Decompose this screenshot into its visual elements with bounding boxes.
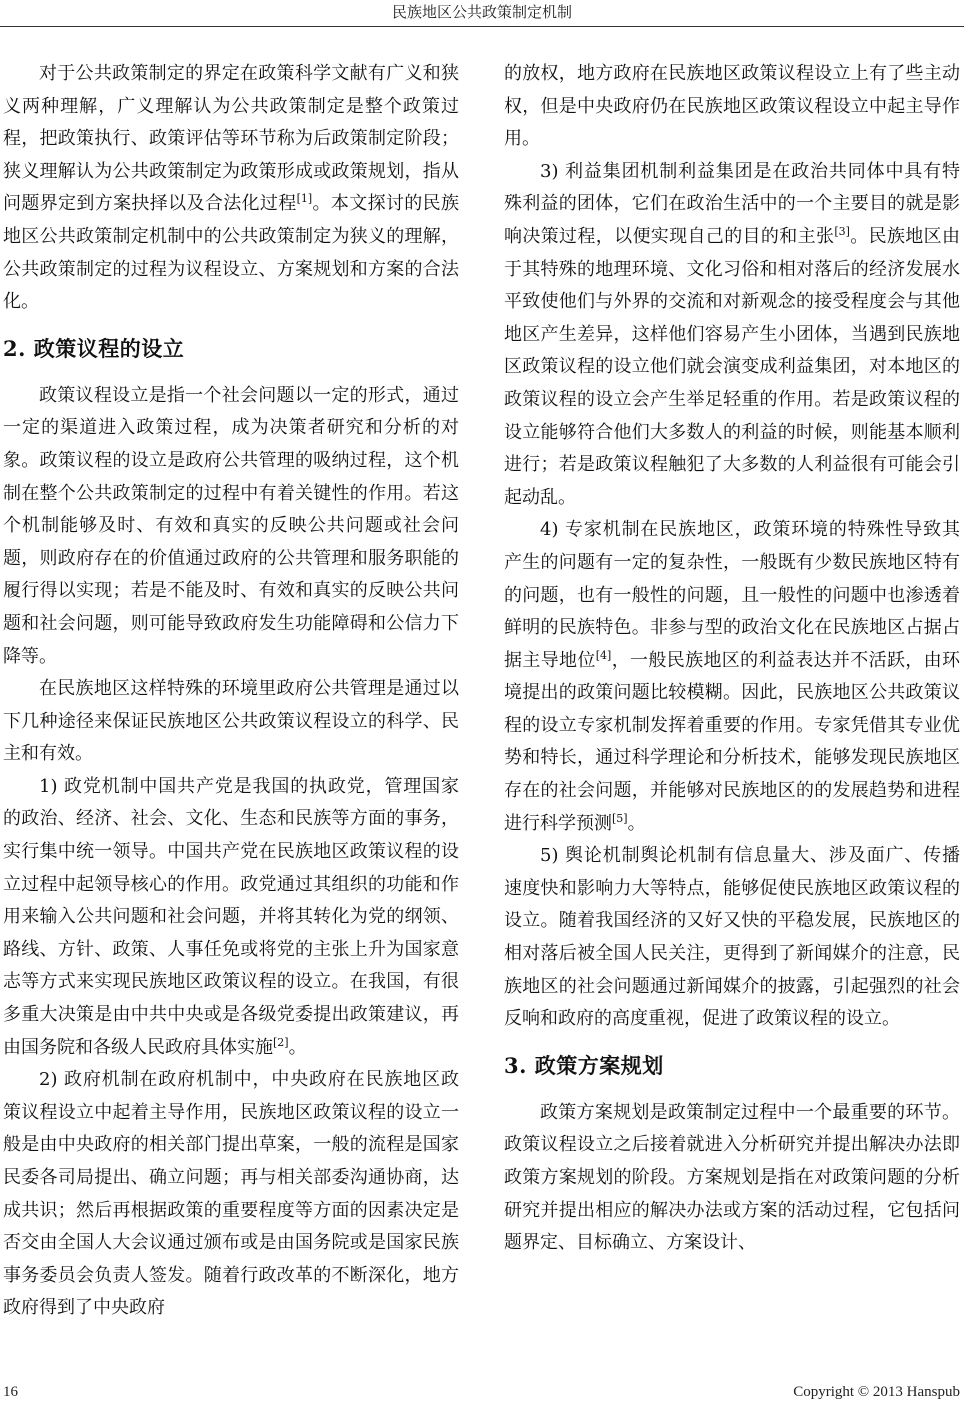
item-1-text: 1) 政党机制中国共产党是我国的执政党，管理国家的政治、经济、社会、文化、生态和民族等方面的事务，实行集中统一领导。中国共产党在民族地区政策议程的设立过程中起领导核心的作用。政党通过其组织的功能和作用来输入公共问题和社会问题，并将其转化为党的纲领、路线、方针、政策、人事任免或将党的主张上升为国家意志等方式来实现民族地区政策议程的设立。在我国，有很多重大决策是由中共中央或是各级党委提出政策建议，再由国务院和各级人民政府具体实施 [3, 775, 459, 1058]
item-government-continued: 的放权，地方政府在民族地区政策议程设立上有了些主动权，但是中央政府仍在民族地区政策议程设立中起主导作用。 [504, 63, 960, 150]
item-4-text: 4) 专家机制在民族地区，政策环境的特殊性导致其产生的问题有一定的复杂性，一般既有少数民族地区特有的问题，也有一般性的问题，且一般性的问题中也渗透着鲜明的民族特色。非参与型的政治文化在民族地区占据占据主导地位 [504, 519, 960, 671]
header-divider [0, 26, 964, 27]
citation-3: [3] [834, 224, 850, 238]
running-header: 民族地区公共政策制定机制 [391, 3, 572, 21]
section-3-paragraph-1: 政策方案规划是政策制定过程中一个最重要的环节。政策议程设立之后接着就进入分析研究并提出解决办法即政策方案规划的阶段。方案规划是指在对政策问题的分析研究并提出相应的解决办法或方案的活动过程，它包括问题界定、目标确立、方案设计、 [504, 1101, 960, 1254]
citation-2: [2] [273, 1035, 289, 1049]
right-column [504, 58, 960, 1260]
intro-text-tail: 。本文探讨的民族地区公共政策制定机制中的公共政策制定为狭义的理解，公共政策制定的过程为议程设立、方案规划和方案的合法化。 [3, 193, 460, 313]
item-public-opinion-mechanism: 5) 舆论机制舆论机制有信息量大、涉及面广、传播速度快和影响力大等特点，能够促使民族地区政策议程的设立。随着我国经济的又好又快的平稳发展，民族地区的相对落后被全国人民关注，更得到了新闻媒介的注意，民族地区的社会问题通过新闻媒介的披露，引起强烈的社会反响和政府的高度重视，促进了政策议程的设立。 [504, 845, 960, 1030]
item-interest-group-mechanism [504, 156, 960, 515]
intro-text: 对于公共政策制定的界定在政策科学文献有广义和狭义两种理解，广义理解认为公共政策制定是整个政策过程，把政策执行、政策评估等环节称为后政策制定阶段；狭义理解认为公共政策制定为政策形成或政策规划，指从问题界定到方案抉择以及合法化过程 [3, 63, 459, 215]
item-government-mechanism: 2) 政府机制在政府机制中，中央政府在民族地区政策议程设立中起着主导作用，民族地区政策议程的设立一般是由中央政府的相关部门提出草案，一般的流程是国家民委各司局提出、确立问题；再与相关部委沟通协商，达成共识；然后再根据政策的重要程度等方面的因素决定是否交由全国人大会议通过颁布或是由国务院或是国家民族事务委员会负责人签发。随着行政改革的不断深化，地方政府得到了中央政府 [3, 1069, 459, 1319]
item-4-tail: ，一般民族地区的利益表达并不活跃，由环境提出的政策问题比较模糊。因此，民族地区公共政策议程的设立专家机制发挥着重要的作用。专家凭借其专业优势和特长，通过科学理论和分析技术，能够发现民族地区存在的社会问题，并能够对民族地区的的发展趋势和进程进行科学预测 [504, 649, 961, 834]
section-3-heading: 3. 政策方案规划 [504, 1052, 664, 1078]
citation-1: [1] [296, 192, 313, 206]
citation-4: [4] [595, 648, 612, 662]
item-3-tail: 。民族地区由于其特殊的地理环境、文化习俗和相对落后的经济发展水平致使他们与外界的交流和对新观念的接受程度会与其他地区产生差异，这样他们容易产生小团体，当遇到民族地区政策议程的设立他们就会演变成利益集团，对本地区的政策议程的设立会产生举足轻重的作用。若是政策议程的设立能够符合他们大多数人的利益的时候，则能基本顺利进行；若是政策议程触犯了大多数的人利益很有可能会引起动乱。 [504, 225, 961, 508]
section-2-paragraph-1: 政策议程设立是指一个社会问题以一定的形式，通过一定的渠道进入政策过程，成为决策者研究和分析的对象。政策议程的设立是政府公共管理的吸纳过程，这个机制在整个公共政策制定的过程中有着关键性的作用。若这个机制能够及时、有效和真实的反映公共问题或社会问题，则政府存在的价值通过政府的公共管理和服务职能的履行得以实现；若是不能及时、有效和真实的反映公共问题和社会问题，则可能导致政府发生功能障碍和公信力下降等。 [3, 384, 459, 667]
copyright-notice: Copyright © 2013 Hanspub [793, 1384, 960, 1400]
page-number: 16 [3, 1384, 18, 1400]
left-column [3, 58, 459, 1325]
item-4-tail-2: 。 [627, 812, 646, 834]
section-2-heading: 2. 政策议程的设立 [3, 335, 185, 361]
citation-5: [5] [612, 811, 628, 825]
item-expert-mechanism [504, 514, 960, 840]
section-2-paragraph-2: 在民族地区这样特殊的环境里政府公共管理是通过以下几种途径来保证民族地区公共政策议程设立的科学、民主和有效。 [3, 678, 459, 765]
item-3-text: 3) 利益集团机制利益集团是在政治共同体中具有特殊利益的团体，它们在政治生活中的一个主要目的就是影响决策过程，以便实现自己的目的和主张 [504, 160, 960, 247]
item-1-tail: 。 [288, 1036, 307, 1058]
intro-paragraph [3, 58, 459, 319]
item-party-mechanism [3, 771, 459, 1064]
